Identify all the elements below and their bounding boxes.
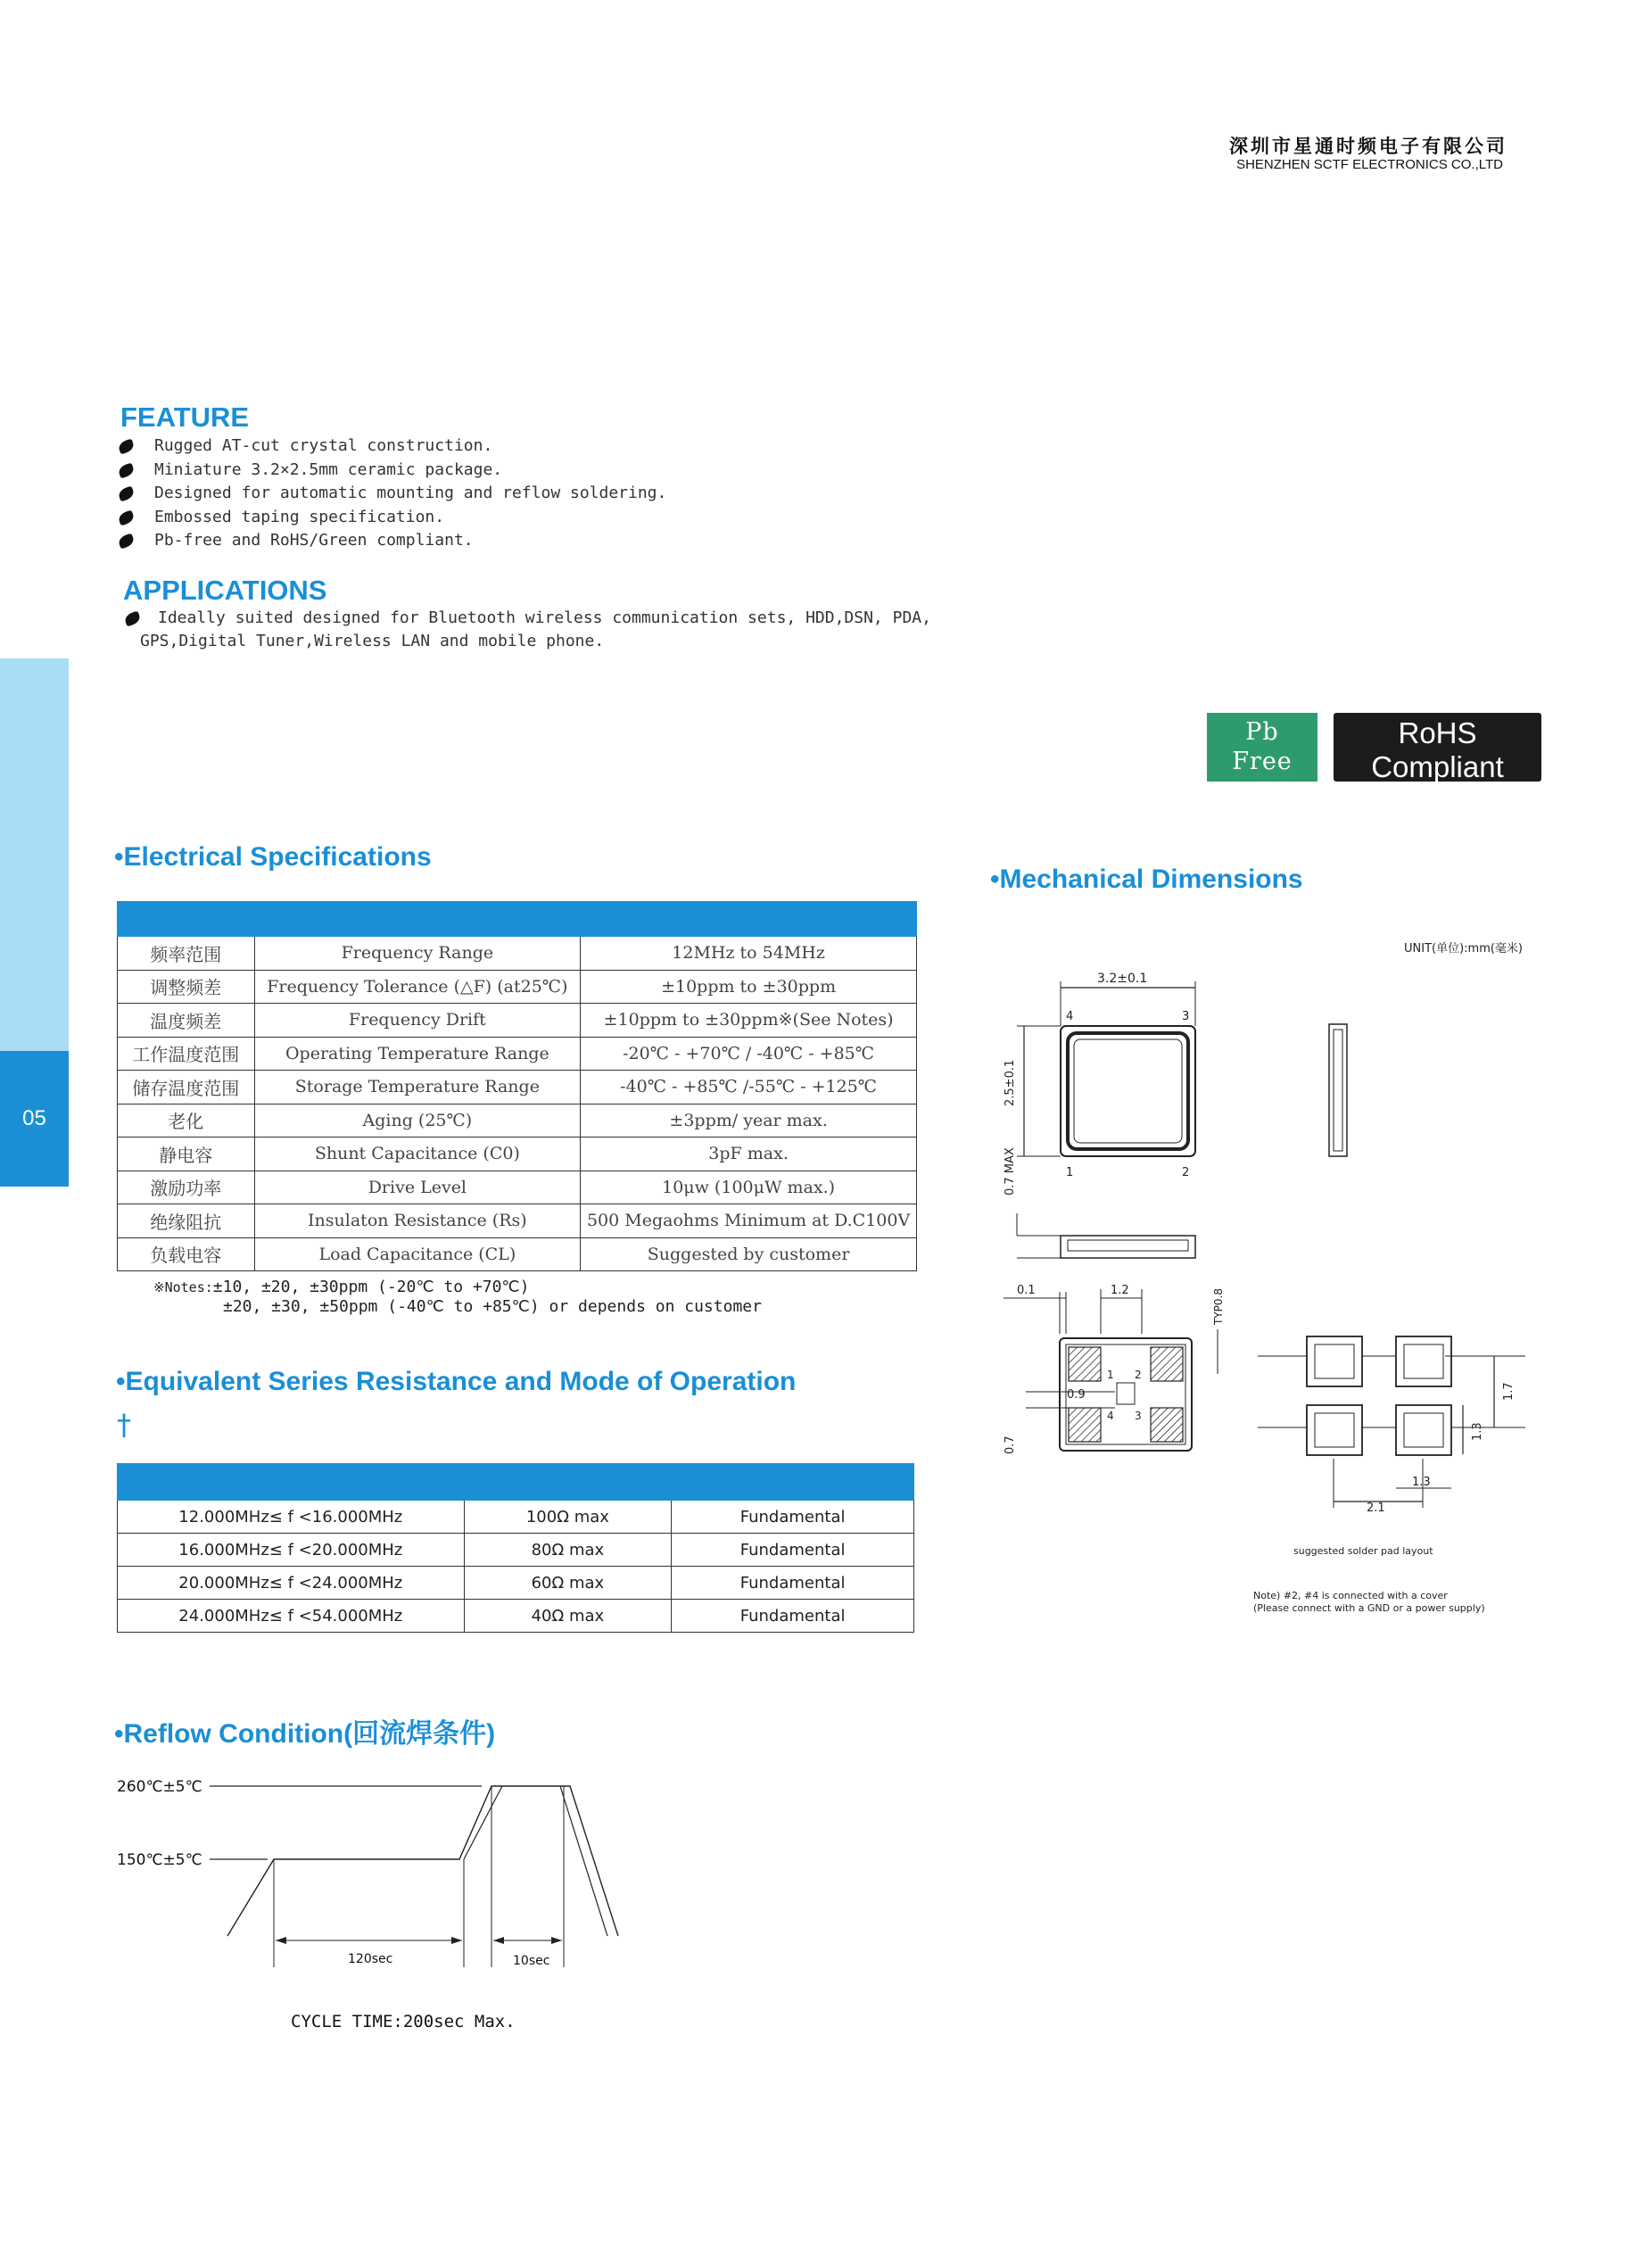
table-row: 温度频差 Frequency Drift ±10ppm to ±30ppm※(See Notes) <box>118 1004 917 1038</box>
svg-text:2: 2 <box>1135 1369 1142 1381</box>
note-line-2: (Please connect with a GND or a power supply) <box>1253 1602 1485 1614</box>
list-item: Designed for automatic mounting and reflow soldering. <box>119 482 666 506</box>
dim-01: 0.1 <box>1017 1284 1036 1297</box>
cycle-time: CYCLE TIME:200sec Max. <box>291 2012 516 2031</box>
time-10-label: 10sec <box>513 1954 550 1968</box>
dim-09: 0.9 <box>1067 1388 1086 1402</box>
dim-08: TYP0.8 <box>1212 1288 1225 1325</box>
mechanical-title: •Mechanical Dimensions <box>990 865 1303 894</box>
company-name-en: SHENZHEN SCTF ELECTRONICS CO.,LTD <box>1236 157 1503 172</box>
table-row: 绝缘阻抗 Insulaton Resistance (Rs) 500 Megaohms Minimum at D.C100V <box>118 1204 917 1238</box>
reflow-title: •Reflow Condition(回流焊条件) <box>114 1719 496 1749</box>
table-row: 16.000MHz≤ f <20.000MHz 80Ω max Fundamental <box>118 1534 914 1567</box>
table-row: 激励功率 Drive Level 10μw (100μW max.) <box>118 1171 917 1204</box>
electrical-title: •Electrical Specifications <box>114 842 432 872</box>
table-row: 24.000MHz≤ f <54.000MHz 40Ω max Fundamental <box>118 1600 914 1633</box>
electrical-spec-table <box>117 901 917 1271</box>
svg-text:1: 1 <box>1107 1369 1114 1381</box>
table-row: 储存温度范围 Storage Temperature Range -40℃ - +85℃ /-55℃ - +125℃ <box>118 1071 917 1104</box>
dim-length: 3.2±0.1 <box>1097 972 1148 986</box>
table-row: 工作温度范围 Operating Temperature Range -20℃ - +70℃ / -40℃ - +85℃ <box>118 1037 917 1071</box>
list-item: Embossed taping specification. <box>119 506 666 530</box>
list-item: Rugged AT-cut crystal construction. <box>119 434 666 459</box>
unit-label: UNIT(单位):mm(毫米) <box>1404 942 1524 956</box>
spec-notes: ※Notes:±10, ±20, ±30ppm (-20℃ to +70℃) ±20, ±30, ±50ppm (-40℃ to +85℃) or depends on customer <box>153 1278 762 1316</box>
esr-title: •Equivalent Series Resistance and Mode of Operation <box>116 1367 797 1396</box>
feature-list <box>119 434 666 553</box>
rohs-badge: RoHS Compliant Directive 2002/95/EC <box>1334 713 1541 782</box>
table-row: 调整频差 Frequency Tolerance (△F) (at25℃) ±10ppm to ±30ppm <box>118 970 917 1004</box>
pin-2-label: 2 <box>1182 1166 1190 1179</box>
bullet-icon <box>123 610 141 626</box>
dim-07: 0.7 <box>1004 1435 1017 1454</box>
dim-17: 1.7 <box>1502 1382 1516 1401</box>
applications-title: APPLICATIONS <box>123 575 327 606</box>
table-row: 20.000MHz≤ f <24.000MHz 60Ω max Fundamental <box>118 1567 914 1600</box>
list-item: Miniature 3.2×2.5mm ceramic package. <box>119 459 666 483</box>
temp-high-label: 260℃±5℃ <box>117 1778 202 1796</box>
feature-title: FEATURE <box>120 401 250 433</box>
table-row: 负载电容 Load Capacitance (CL) Suggested by customer <box>118 1237 917 1271</box>
esr-table <box>117 1463 914 1633</box>
reflow-profile-chart <box>112 1766 647 1990</box>
mechanical-drawing <box>981 928 1561 1624</box>
list-item: Pb-free and RoHS/Green compliant. <box>119 529 666 553</box>
table-row: 频率范围 Frequency Range 12MHz to 54MHz <box>118 937 917 971</box>
table-row: 老化 Aging (25℃) ±3ppm/ year max. <box>118 1104 917 1138</box>
page-number: 05 <box>22 1106 46 1130</box>
dim-width: 2.5±0.1 <box>1004 1059 1017 1106</box>
table-header-row <box>118 902 917 937</box>
temp-low-label: 150℃±5℃ <box>117 1851 202 1869</box>
company-name-cn: 深圳市星通时频电子有限公司 <box>1229 136 1507 157</box>
table-row: 静电容 Shunt Capacitance (C0) 3pF max. <box>118 1138 917 1171</box>
pad-caption: suggested solder pad layout <box>1293 1545 1433 1557</box>
time-120-label: 120sec <box>348 1952 393 1966</box>
svg-text:4: 4 <box>1107 1410 1114 1422</box>
table-header-row <box>118 1464 914 1501</box>
pin-4-label: 4 <box>1066 1010 1074 1023</box>
svg-text:3: 3 <box>1135 1410 1142 1422</box>
applications-text: Ideally suited designed for Bluetooth wireless communication sets, HDD,DSN, PDA, GPS,Digital Tuner,Wireless LAN and mobile phone. <box>125 607 954 653</box>
dim-21: 2.1 <box>1367 1502 1385 1515</box>
pin-1-label: 1 <box>1066 1166 1074 1179</box>
dagger-mark: † <box>117 1408 131 1442</box>
dim-13b: 1.3 <box>1412 1476 1431 1489</box>
dim-13a: 1.3 <box>1471 1422 1484 1441</box>
note-line-1: Note) #2, #4 is connected with a cover <box>1253 1590 1448 1601</box>
pb-free-badge: Pb Free <box>1207 713 1317 782</box>
table-row: 12.000MHz≤ f <16.000MHz 100Ω max Fundamental <box>118 1501 914 1534</box>
pin-3-label: 3 <box>1182 1010 1190 1023</box>
dim-height: 0.7 MAX <box>1004 1147 1017 1195</box>
sidebar-light-bar <box>0 658 69 1051</box>
dim-12: 1.2 <box>1111 1284 1129 1297</box>
